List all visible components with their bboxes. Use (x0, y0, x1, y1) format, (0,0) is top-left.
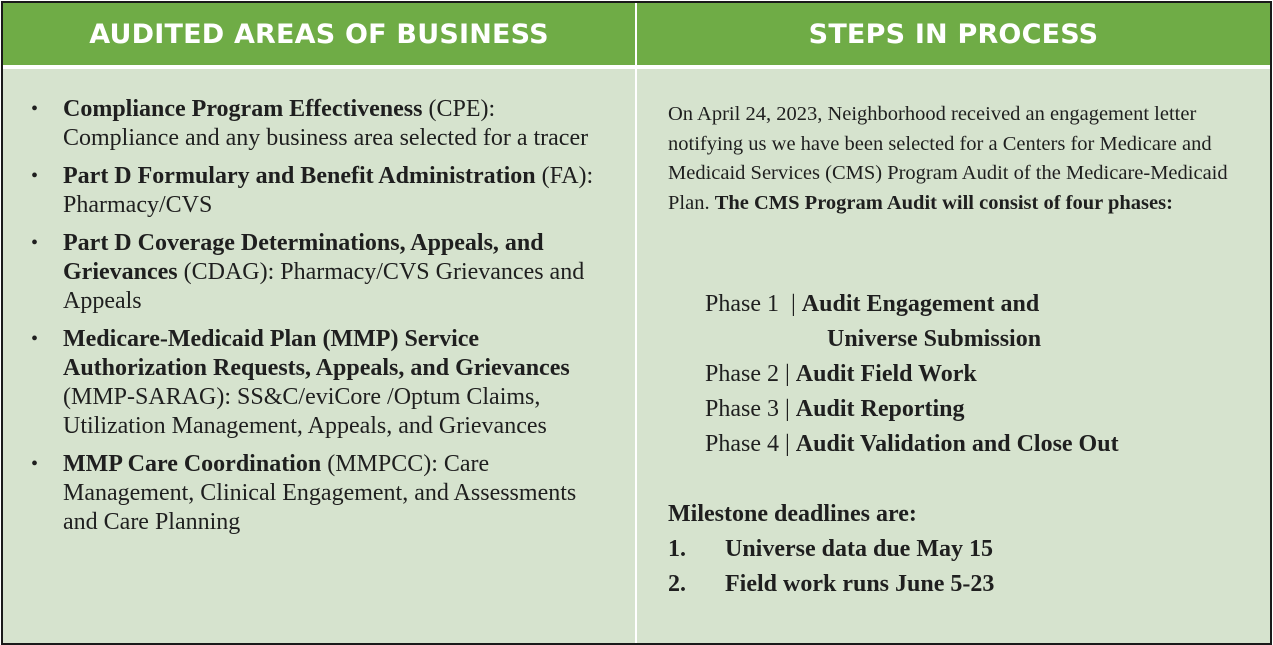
phase-row: Phase 4 | Audit Validation and Close Out (705, 431, 1119, 457)
phase-row: Phase 2 | Audit Field Work (705, 361, 977, 387)
milestones-section (668, 497, 1228, 602)
audited-areas-column (3, 3, 635, 643)
phase-row: Phase 3 | Audit Reporting (705, 396, 965, 422)
intro-paragraph: On April 24, 2023, Neighborhood received an engagement letter notifying us we have been selected for a Centers for Medicare and Medicaid Services (CMS) Program Audit of the Medicare-Medicaid Plan. The CMS Program Audit will consist of four phases: (668, 103, 1228, 214)
bullet-icon: • (31, 98, 39, 120)
milestones-title: Milestone deadlines are: (668, 501, 917, 527)
bullet-icon: • (31, 165, 39, 187)
milestone-item: 1. Universe data due May 15 (668, 536, 993, 562)
audited-areas-header: AUDITED AREAS OF BUSINESS (3, 3, 635, 69)
bullet-icon: • (31, 232, 39, 254)
list-item: • Medicare-Medicaid Plan (MMP) Service Authorization Requests, Appeals, and Grievances (MMP-SARAG): SS&C/eviCore /Optum Claims, Utilization Management, Appeals, and Grievances (31, 326, 570, 439)
slide-table (1, 1, 1272, 645)
bullet-icon: • (31, 453, 39, 475)
phase-row: Phase 1 | Audit Engagement and (705, 291, 1040, 317)
audited-areas-list (31, 95, 596, 546)
list-item: • Part D Coverage Determinations, Appeals, and Grievances (CDAG): Pharmacy/CVS Grievances and Appeals (31, 230, 585, 314)
list-item: • MMP Care Coordination (MMPCC): Care Management, Clinical Engagement, and Assessments and Care Planning (31, 451, 577, 535)
steps-column (637, 3, 1270, 643)
list-item: • Compliance Program Effectiveness (CPE): Compliance and any business area selected for a tracer (31, 96, 589, 151)
phase-list (705, 287, 1245, 462)
phase-row-continuation: Universe Submission (827, 326, 1042, 352)
bullet-icon: • (31, 328, 39, 350)
milestone-item: 2. Field work runs June 5-23 (668, 571, 995, 597)
steps-header: STEPS IN PROCESS (637, 3, 1270, 69)
list-item: • Part D Formulary and Benefit Administration (FA): Pharmacy/CVS (31, 163, 594, 218)
